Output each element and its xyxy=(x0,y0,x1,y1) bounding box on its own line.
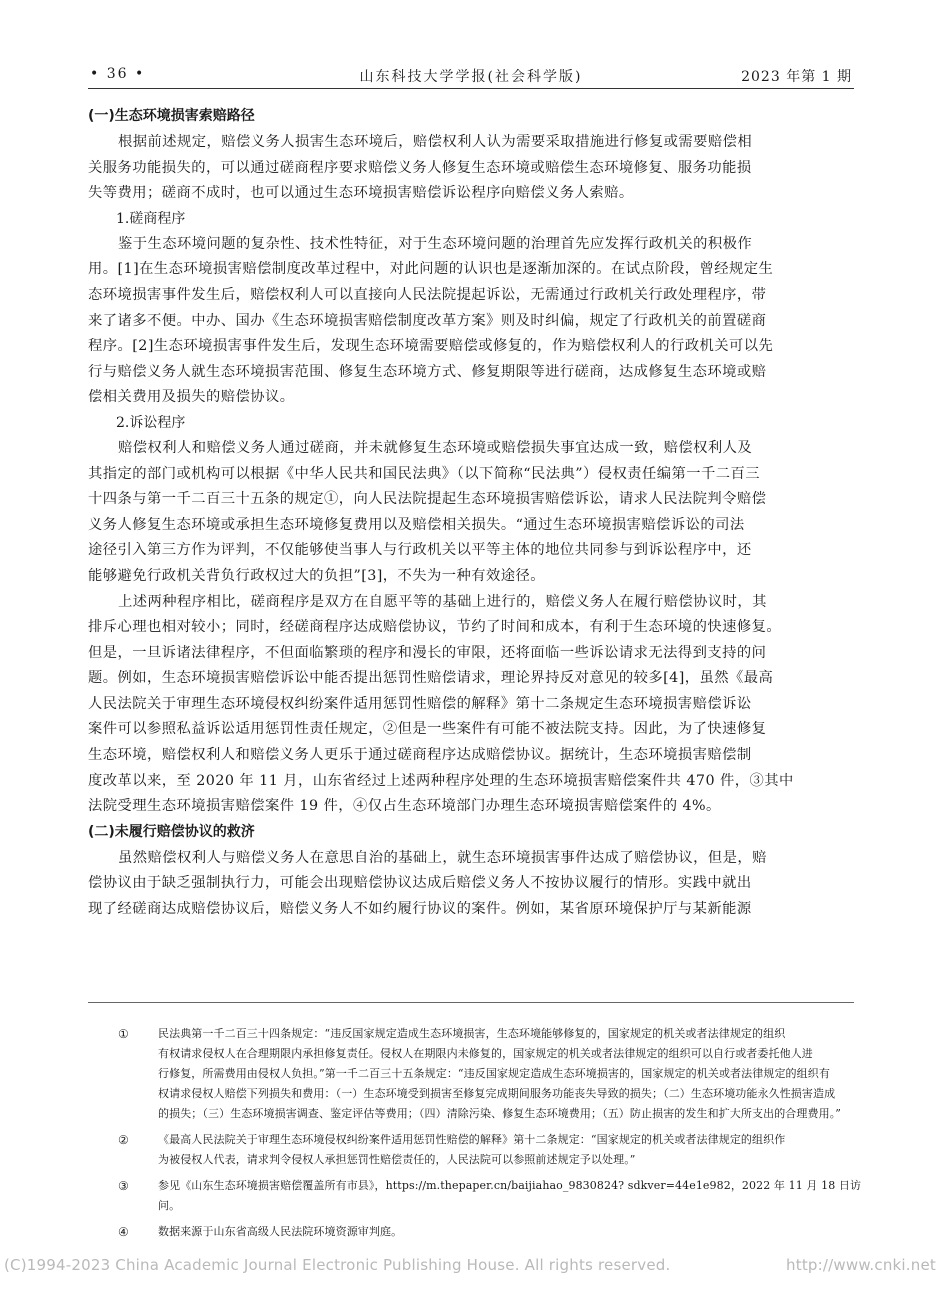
text-line: 题。例如，生态环境损害赔偿诉讼中能否提出惩罚性赔偿请求，理论界持反对意见的较多[4]，虽然《最高 xyxy=(88,670,774,687)
text-line: 度改革以来，至 2020 年 11 月，山东省经过上述两种程序处理的生态环境损害赔偿案件共 470 件，③其中 xyxy=(88,772,794,789)
page-number: • 36 • xyxy=(90,66,146,82)
footnote-divider xyxy=(88,1002,854,1003)
footnote-line: 为被侵权人代表，请求判令侵权人承担惩罚性赔偿责任的，人民法院可以参照前述规定予以处理。” xyxy=(158,1153,636,1166)
paragraph-3 xyxy=(88,436,854,590)
text-line: 程序。[2]生态环境损害事件发生后，发现生态环境需要赔偿或修复的，作为赔偿权利人的行政机关可以先 xyxy=(88,338,774,355)
text-line: 十四条与第一千二百三十五条的规定①，向人民法院提起生态环境损害赔偿诉讼，请求人民法院判令赔偿 xyxy=(88,491,767,508)
footnote-line: 数据来源于山东省高级人民法院环境资源审判庭。 xyxy=(158,1225,403,1238)
footnote-text xyxy=(158,1024,854,1124)
text-line: 生态环境，赔偿权利人和赔偿义务人更乐于通过磋商程序达成赔偿协议。据统计，生态环境损害赔偿制 xyxy=(88,747,752,764)
text-line: 偿协议由于缺乏强制执行力，可能会出现赔偿协议达成后赔偿义务人不按协议履行的情形。实践中就出 xyxy=(88,875,752,892)
text-line: 排斥心理也相对较小；同时，经磋商程序达成赔偿协议，节约了时间和成本，有利于生态环境的快速修复。 xyxy=(88,619,782,636)
text-line: 鉴于生态环境问题的复杂性、技术性特征，对于生态环境问题的治理首先应发挥行政机关的积极作 xyxy=(118,235,753,252)
footnote-line: 《最高人民法院关于审理生态环境侵权纠纷案件适用惩罚性赔偿的解释》第十二条规定：“国家规定的机关或者法律规定的组织作 xyxy=(158,1133,786,1146)
footnote-line: 民法典第一千二百三十四条规定：“违反国家规定造成生态环境损害，生态环境能够修复的，国家规定的机关或者法律规定的组织 xyxy=(158,1027,786,1040)
text-line: 能够避免行政机关背负行政权过大的负担”[3]，不失为一种有效途径。 xyxy=(88,567,546,584)
text-line: 态环境损害事件发生后，赔偿权利人可以直接向人民法院提起诉讼，无需通过行政机关行政处理程序，带 xyxy=(88,286,767,303)
text-line: 根据前述规定，赔偿义务人损害生态环境后，赔偿权利人认为需要采取措施进行修复或需要赔偿相 xyxy=(118,134,753,150)
footnote-2 xyxy=(88,1130,854,1170)
footnote-marker: ① xyxy=(118,1027,129,1041)
footnote-line: 的损失；（三）生态环境损害调查、鉴定评估等费用；（四）清除污染、修复生态环境费用；（五）防止损害的发生和扩大所支出的合理费用。” xyxy=(158,1107,842,1120)
footnote-line: 参见《山东生态环境损害赔偿覆盖所有市县》，https://m.thepaper.cn/baijiahao_9830824? sdkver=44e1e982，2022 年 11 月 18 日访 xyxy=(158,1179,862,1192)
footnote-line: 行修复，所需费用由侵权人负担。”第一千二百三十五条规定：“违反国家规定造成生态环境损害的，国家规定的机关或者法律规定的组织有 xyxy=(158,1067,830,1080)
copyright-text: (C)1994-2023 China Academic Journal Electronic Publishing House. All rights reserved. xyxy=(4,1256,671,1274)
text-line: 义务人修复生态环境或承担生态环境修复费用以及赔偿相关损失。“通过生态环境损害赔偿诉讼的司法 xyxy=(88,516,745,533)
footnote-text xyxy=(158,1222,854,1242)
footnote-marker: ④ xyxy=(118,1225,129,1239)
text-line: 案件可以参照私益诉讼适用惩罚性责任规定，②但是一些案件有可能不被法院支持。因此，为了快速修复 xyxy=(88,721,767,738)
text-line: 现了经磋商达成赔偿协议后，赔偿义务人不如约履行协议的案件。例如，某省原环境保护厅与某新能源 xyxy=(88,901,752,918)
footnote-3 xyxy=(88,1176,862,1216)
section-heading-2: (二)未履行赔偿协议的救济 xyxy=(88,823,255,840)
footnote-4 xyxy=(88,1222,854,1242)
text-line: 偿相关费用及损失的赔偿协议。 xyxy=(88,389,295,406)
text-line: 失等费用；磋商不成时，也可以通过生态环境损害赔偿诉讼程序向赔偿义务人索赔。 xyxy=(88,185,634,202)
paragraph-2 xyxy=(88,232,854,411)
subheading-consultation: 1.磋商程序 xyxy=(116,210,186,227)
text-line: 用。[1]在生态环境损害赔偿制度改革过程中，对此问题的认识也是逐渐加深的。在试点阶段，曾经规定生 xyxy=(88,261,774,278)
footnote-line: 有权请求侵权人在合理期限内承担修复责任。侵权人在期限内未修复的，国家规定的机关或者法律规定的组织可以自行或者委托他人进 xyxy=(158,1047,813,1060)
subheading-litigation: 2.诉讼程序 xyxy=(116,414,186,431)
paragraph-4 xyxy=(88,590,854,820)
footnote-line: 问。 xyxy=(158,1199,181,1212)
paragraph-5 xyxy=(88,846,854,923)
footnotes xyxy=(88,1024,862,1248)
footnote-line: 权请求侵权人赔偿下列损失和费用：（一）生态环境受到损害至修复完成期间服务功能丧失导致的损失；（二）生态环境功能永久性损害造成 xyxy=(158,1087,836,1100)
text-line: 但是，一旦诉诸法律程序，不但面临繁琐的程序和漫长的审限，还将面临一些诉讼请求无法得到支持的问 xyxy=(88,644,767,661)
text-line: 关服务功能损失的，可以通过磋商程序要求赔偿义务人修复生态环境或赔偿生态环境修复、服务功能损 xyxy=(88,159,752,176)
issue-label: 2023 年第 1 期 xyxy=(741,69,852,85)
footnote-text xyxy=(158,1130,854,1170)
footnote-marker: ③ xyxy=(118,1179,129,1193)
text-line: 途径引入第三方作为评判，不仅能够使当事人与行政机关以平等主体的地位共同参与到诉讼程序中，还 xyxy=(88,542,752,559)
footnote-1 xyxy=(88,1024,854,1124)
text-line: 来了诸多不便。中办、国办《生态环境损害赔偿制度改革方案》则及时纠偏，规定了行政机关的前置磋商 xyxy=(88,312,767,329)
footnote-marker: ② xyxy=(118,1133,129,1147)
paragraph-1 xyxy=(88,130,854,207)
text-line: 行与赔偿义务人就生态环境损害范围、修复生态环境方式、修复期限等进行磋商，达成修复生态环境或赔 xyxy=(88,363,767,380)
text-line: 法院受理生态环境损害赔偿案件 19 件，④仅占生态环境部门办理生态环境损害赔偿案件的 4%。 xyxy=(88,798,721,815)
article-body xyxy=(88,104,854,923)
text-line: 虽然赔偿权利人与赔偿义务人在意思自治的基础上，就生态环境损害事件达成了赔偿协议，但是，赔 xyxy=(118,849,767,866)
text-line: 其指定的部门或机构可以根据《中华人民共和国民法典》（以下简称“民法典”）侵权责任编第一千二百三 xyxy=(88,465,760,482)
footnote-text xyxy=(158,1176,861,1216)
journal-title: 山东科技大学学报(社会科学版) xyxy=(359,69,583,85)
text-line: 赔偿权利人和赔偿义务人通过磋商，并未就修复生态环境或赔偿损失事宜达成一致，赔偿权利人及 xyxy=(118,439,753,456)
cnki-link[interactable]: http://www.cnki.net xyxy=(786,1256,936,1274)
text-line: 人民法院关于审理生态环境侵权纠纷案件适用惩罚性赔偿的解释》第十二条规定生态环境损害赔偿诉讼 xyxy=(88,695,752,712)
text-line: 上述两种程序相比，磋商程序是双方在自愿平等的基础上进行的，赔偿义务人在履行赔偿协议时，其 xyxy=(118,593,767,610)
section-heading-1: (一)生态环境损害索赔路径 xyxy=(88,108,255,124)
running-header xyxy=(88,62,854,89)
